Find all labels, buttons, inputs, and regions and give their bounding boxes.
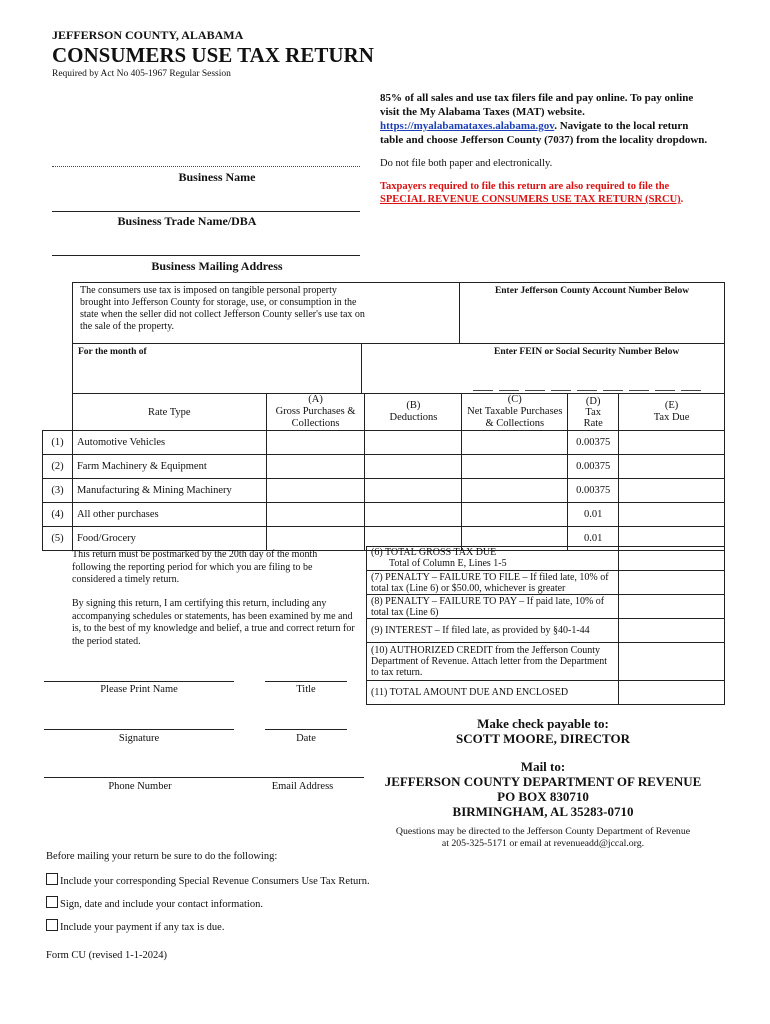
checklist-item[interactable] [46,896,263,911]
checklist-title: Before mailing your return be sure to do the following: [46,851,278,862]
tax-rate-cell: 0.01 [568,527,619,551]
gross-purchases-cell[interactable] [266,503,365,527]
county-name: JEFFERSON COUNTY, ALABAMA [52,28,244,42]
totals-row [367,595,725,619]
total-gross-sub: Total of Column E, Lines 1-5 [389,558,507,569]
table-row [43,431,725,455]
checklist-item[interactable] [46,873,370,888]
mail-to-label: Mail to: [520,759,566,774]
tax-due-cell[interactable] [619,479,725,503]
signature-label: Signature [118,733,160,744]
checklist-item[interactable] [46,919,224,934]
totals-row [367,681,725,705]
tax-rate-cell: 0.00375 [568,431,619,455]
row-number: (5) [43,527,73,551]
business-name-label: Business Name [178,170,256,184]
checklist-item-label: Include your corresponding Special Revenue Consumers Use Tax Return. [60,876,370,887]
srcu-text: Taxpayers required to file this return are also required to file the [380,181,670,192]
row-number: (1) [43,431,73,455]
tax-rate-cell: 0.00375 [568,455,619,479]
certify-text: By signing this return, I am certifying this return, including any accompanying schedules or statements, has been examined by me and is, to the best of my knowledge and belief, a true and correct return for the period stated. [72,598,355,647]
gross-purchases-cell[interactable] [266,527,365,551]
totals-row [367,571,725,595]
tax-rate-cell: 0.00375 [568,479,619,503]
print-name-label: Please Print Name [100,684,178,695]
table-header-row [43,394,725,431]
row-number: (2) [43,455,73,479]
credit-label: (10) AUTHORIZED CREDIT from the Jefferson County Department of Revenue. Attach letter from the Department to tax return. [367,643,619,681]
title-line[interactable] [265,681,347,682]
row-rate-type: Farm Machinery & Equipment [72,455,266,479]
interest-label: (9) INTEREST – If filed late, as provided by §40-1-44 [367,619,619,643]
row-rate-type: Automotive Vehicles [72,431,266,455]
contact-line[interactable] [44,777,364,778]
questions-line2: at 205-325-5171 or email at revenueadd@jccal.org. [441,838,645,849]
notice-line1: 85% of all sales and use tax filers file and pay online. To pay online visit the My Alabama Taxes (MAT) website. [380,92,694,118]
net-taxable-cell[interactable] [462,479,568,503]
tax-rate-cell: 0.01 [568,503,619,527]
header-net-taxable: (C) Net Taxable Purchases & Collections [462,394,568,431]
header-tax-due: (E) Tax Due [619,394,725,431]
header-deductions: (B) Deductions [365,394,462,431]
form-title: CONSUMERS USE TAX RETURN [52,43,374,67]
totals-row [367,619,725,643]
checklist-item-label: Sign, date and include your contact information. [60,899,263,910]
checkbox[interactable] [46,873,58,885]
total-due-label: (11) TOTAL AMOUNT DUE AND ENCLOSED [371,687,569,698]
online-filing-notice [380,91,712,147]
checkbox[interactable] [46,896,58,908]
net-taxable-cell[interactable] [462,455,568,479]
month-label: For the month of [78,347,147,357]
mailing-address-label: Business Mailing Address [151,259,283,273]
tax-due-cell[interactable] [619,503,725,527]
business-name-line[interactable] [52,166,360,167]
penalty-file-label: (7) PENALTY – FAILURE TO FILE – If filed late, 10% of total tax (Line 6) or $50.00, whichever is greater [367,571,619,595]
totals-row [367,547,725,571]
phone-label: Phone Number [108,781,172,792]
srcu-end: . [680,194,684,205]
postmark-text: This return must be postmarked by the 20th day of the month following the reporting period for which you are filing to be considered a timely return. [72,549,318,585]
table-row [43,455,725,479]
srcu-link[interactable]: SPECIAL REVENUE CONSUMERS USE TAX RETURN (SRCU) [380,194,681,205]
net-taxable-cell[interactable] [462,503,568,527]
total-gross-label: (6) TOTAL GROSS TAX DUE [371,547,497,558]
header-gross-purchases: (A) Gross Purchases & Collections [266,394,365,431]
gross-purchases-cell[interactable] [266,431,365,455]
title-label: Title [296,684,316,695]
deductions-cell[interactable] [365,503,462,527]
mail-dept: JEFFERSON COUNTY DEPARTMENT OF REVENUE [384,774,702,789]
no-double-filing-notice: Do not file both paper and electronically. [380,158,553,169]
signature-line[interactable] [44,729,234,730]
checkbox[interactable] [46,919,58,931]
tax-due-cell[interactable] [619,431,725,455]
tax-due-cell[interactable] [619,455,725,479]
form-subtitle: Required by Act No 405-1967 Regular Session [52,69,231,79]
date-line[interactable] [265,729,347,730]
total-gross-amount[interactable] [619,547,725,571]
table-row [43,479,725,503]
row-rate-type: Manufacturing & Mining Machinery [72,479,266,503]
date-label: Date [296,733,316,744]
mailing-address-line[interactable] [52,255,360,256]
deductions-cell[interactable] [365,455,462,479]
form-footer: Form CU (revised 1-1-2024) [46,950,168,961]
trade-name-label: Business Trade Name/DBA [117,214,257,228]
mat-website-link[interactable]: https://myalabamataxes.alabama.gov [380,120,555,132]
checklist-item-label: Include your payment if any tax is due. [60,922,225,933]
totals-row [367,643,725,681]
account-number-label: Enter Jefferson County Account Number Below [494,286,690,296]
tax-rate-table [42,393,725,551]
intro-text: The consumers use tax is imposed on tangible personal property brought into Jefferson County for storage, use, or consumption in the state when the seller did not collect Jefferson County seller's use tax on the sale of the property. [80,285,365,332]
gross-purchases-cell[interactable] [266,455,365,479]
payable-name: SCOTT MOORE, DIRECTOR [456,731,630,746]
payable-label: Make check payable to: [477,716,609,731]
row-rate-type: All other purchases [72,503,266,527]
fein-label: Enter FEIN or Social Security Number Below [494,347,680,357]
table-row [43,503,725,527]
questions-line1: Questions may be directed to the Jefferson County Department of Revenue [395,826,691,837]
row-number: (4) [43,503,73,527]
email-label: Email Address [271,781,334,792]
totals-table [366,546,725,705]
row-number: (3) [43,479,73,503]
net-taxable-cell[interactable] [462,431,568,455]
penalty-pay-label: (8) PENALTY – FAILURE TO PAY – If paid late, 10% of total tax (Line 6) [367,595,619,619]
deductions-cell[interactable] [365,431,462,455]
interest-amount[interactable] [619,619,725,643]
mail-po-box: PO BOX 830710 [497,789,589,804]
deductions-cell[interactable] [365,479,462,503]
gross-purchases-cell[interactable] [266,479,365,503]
row-rate-type: Food/Grocery [72,527,266,551]
total-due-amount[interactable] [619,681,725,705]
penalty-file-amount[interactable] [619,571,725,595]
penalty-pay-amount[interactable] [619,595,725,619]
header-tax-rate: (D) Tax Rate [568,394,619,431]
srcu-notice [380,180,712,206]
questions-text [380,826,706,850]
credit-amount[interactable] [619,643,725,681]
mail-city: BIRMINGHAM, AL 35283-0710 [452,804,634,819]
trade-name-line[interactable] [52,211,360,212]
notice-line2: . Navigate to the local return table and choose Jefferson County (7037) from the locality dropdown. [380,120,708,146]
header-rate-type: Rate Type [72,394,266,431]
print-name-line[interactable] [44,681,234,682]
